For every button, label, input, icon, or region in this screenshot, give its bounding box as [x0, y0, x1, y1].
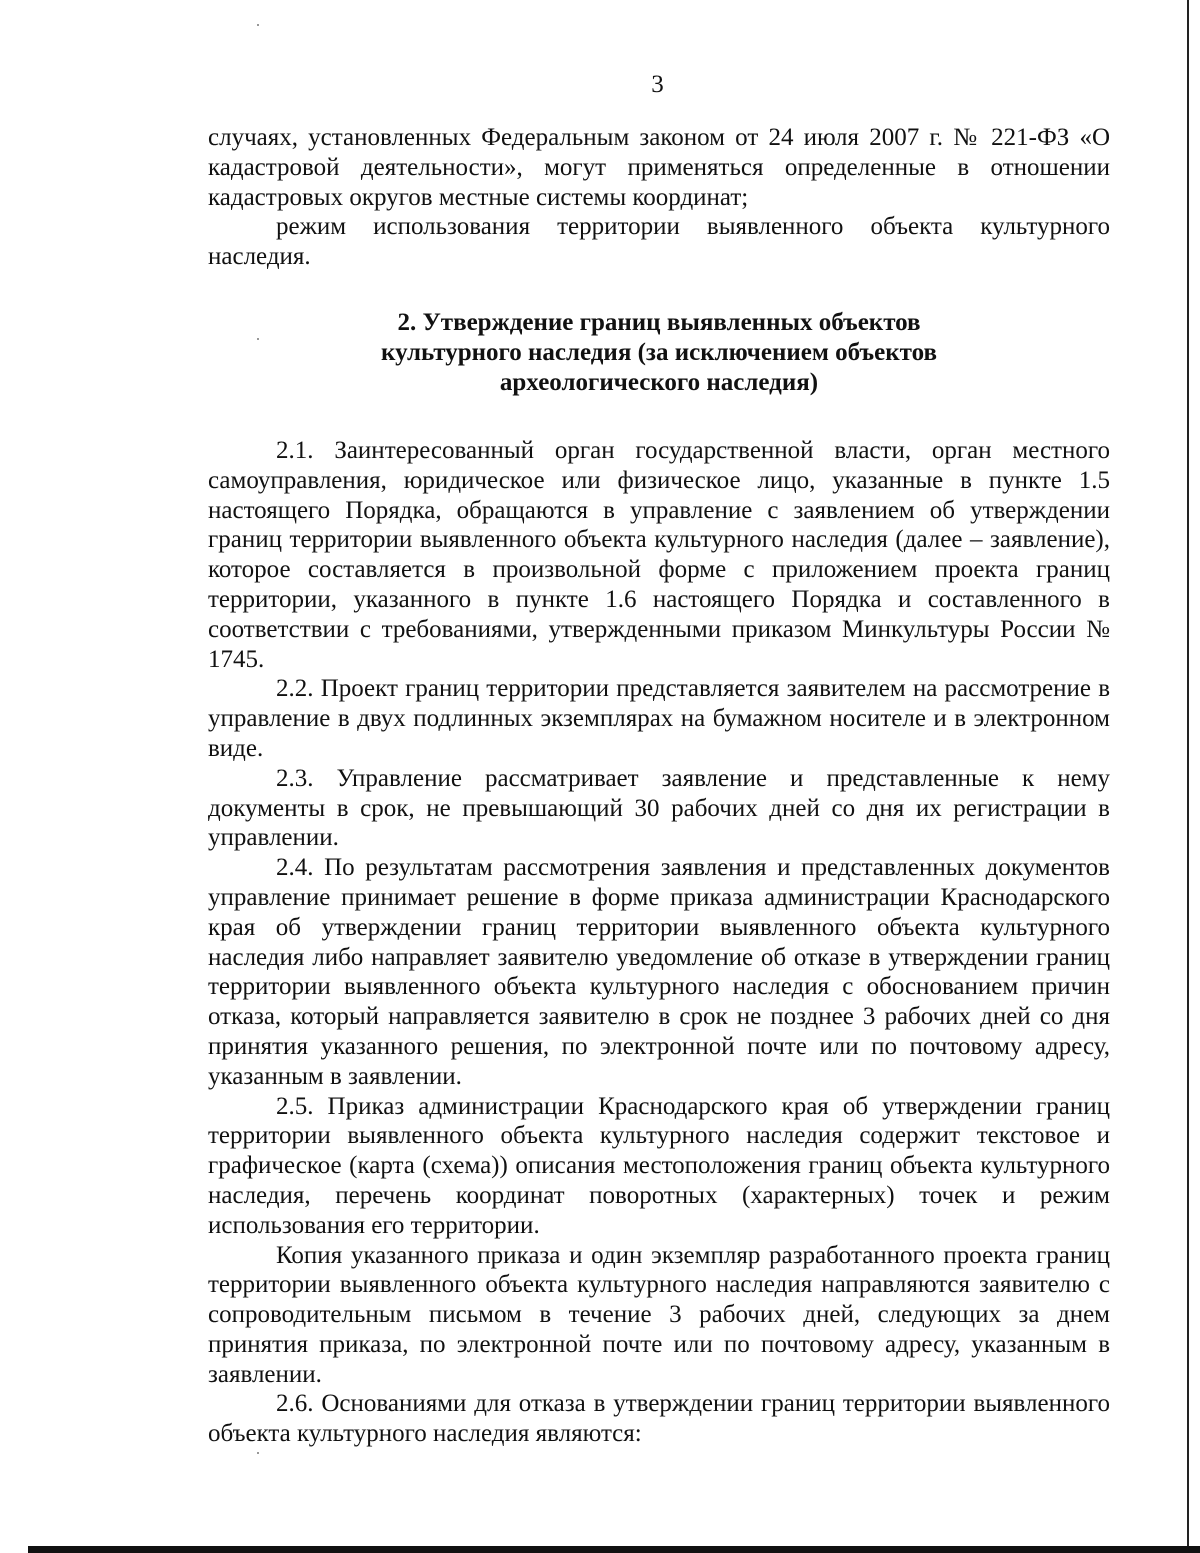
section-heading-line: культурного наследия (за исключением объектов: [381, 338, 937, 366]
paragraph-2-5: 2.5. Приказ администрации Краснодарского края об утверждении границ территории выявленного объекта культурного наследия содержит текстовое и графическое (карта (схема)) описания местоположения границ объекта культурного наследия, перечень координат поворотных (характерных) точек и режим использования его территории.: [208, 1092, 1110, 1239]
paragraph-2-1: 2.1. Заинтересованный орган государственной власти, орган местного самоуправления, юридическое или физическое лицо, указанные в пункте 1.5 настоящего Порядка, обращаются в управление с заявлением об утверждении границ территории выявленного объекта культурного наследия (далее – заявление), которое составляется в произвольной форме с приложением проекта границ территории, указанного в пункте 1.6 настоящего Порядка и составленного в соответствии с требованиями, утвержденными приказом Минкультуры России № 1745.: [208, 436, 1110, 673]
scan-edge-bottom: [28, 1546, 1200, 1553]
scan-speck: [257, 1452, 259, 1454]
scan-speck: [257, 338, 259, 340]
paragraph-2-6: 2.6. Основаниями для отказа в утверждении границ территории выявленного объекта культурного наследия являются:: [208, 1390, 1110, 1448]
paragraph-regime: режим использования территории выявленного объекта культурного наследия.: [208, 213, 1110, 271]
paragraph-2-2: 2.2. Проект границ территории представляется заявителем на рассмотрение в управление в двух подлинных экземплярах на бумажном носителе и в электронном виде.: [208, 675, 1110, 762]
paragraph-copy: Копия указанного приказа и один экземпляр разработанного проекта границ территории выявленного объекта культурного наследия направляются заявителю с сопроводительным письмом в течение 3 рабочих дней, следующих за днем принятия приказа, по электронной почте или по почтовому адресу, указанным в заявлении.: [208, 1241, 1110, 1388]
section-heading: [208, 308, 1110, 398]
paragraph-2-4: 2.4. По результатам рассмотрения заявления и представленных документов управление принимает решение в форме приказа администрации Краснодарского края об утверждении границ территории выявленного объекта культурного наследия либо направляет заявителю уведомление об отказе в утверждении границ территории выявленного объекта культурного наследия с обоснованием причин отказа, который направляется заявителю в срок не позднее 3 рабочих дней со дня принятия указанного решения, по электронной почте или по почтовому адресу, указанным в заявлении.: [208, 854, 1110, 1090]
scan-edge-right: [1187, 0, 1189, 1553]
paragraph-continuation: случаях, установленных Федеральным законом от 24 июля 2007 г. № 221-ФЗ «О кадастровой деятельности», могут применяться определенные в отношении кадастровых округов местные системы координат;: [208, 124, 1110, 211]
document-body: [208, 123, 1110, 1449]
section-heading-line: археологического наследия): [499, 368, 819, 396]
page-number: 3: [651, 71, 664, 98]
section-heading-line: 2. Утверждение границ выявленных объектов: [397, 308, 921, 336]
scan-speck: [257, 24, 259, 26]
paragraph-2-3: 2.3. Управление рассматривает заявление и представленные к нему документы в срок, не превышающий 30 рабочих дней со дня их регистрации в управлении.: [208, 764, 1110, 852]
